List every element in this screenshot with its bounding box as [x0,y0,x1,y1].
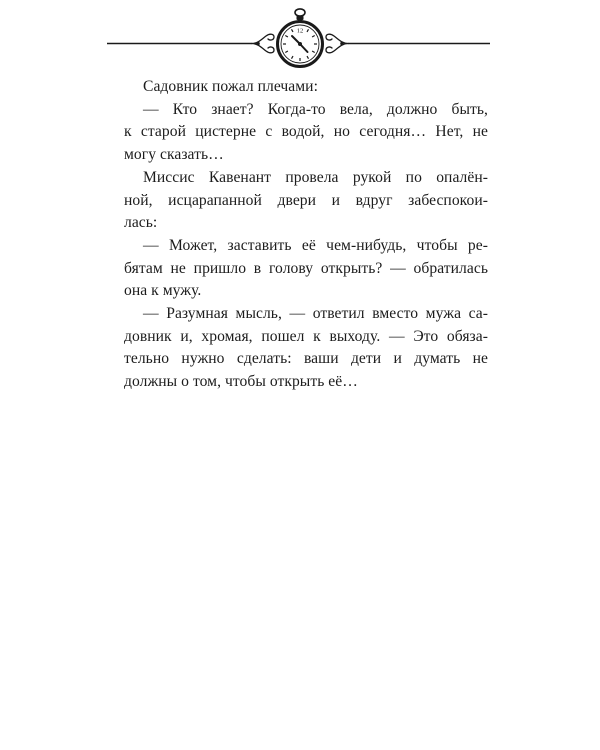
text-line: бятам не пришло в голову открыть? — обратилась [124,259,488,277]
paragraph [106,99,488,167]
flourish-right-icon [326,34,348,53]
pocket-watch-icon [278,9,323,67]
text-line: лась: [124,214,158,232]
text-line: довник и, хромая, пошел к выходу. — Это обяза- [124,327,488,345]
text-line: — Разумная мысль, — ответил вместо мужа са- [143,305,488,323]
flourish-left-icon [252,34,274,53]
text-line: тельно нужно сделать: ваши дети и думать не [124,350,488,368]
paragraph [106,76,488,99]
text-line: Миссис Кавенант провела рукой по опалён- [143,168,488,186]
text-line: ной, исцарапанной двери и вдруг забеспокои- [124,191,488,209]
text-line: Садовник пожал плечами: [143,78,318,95]
paragraph [106,167,488,235]
body-text [106,76,488,394]
text-line: могу сказать… [124,146,224,164]
text-line: — Кто знает? Когда-то вела, должно быть, [143,100,488,118]
text-line: — Может, заставить её чем-нибудь, чтобы ре- [143,236,488,254]
clock-numeral: 12 [296,27,304,35]
text-line: она к мужу. [124,282,202,300]
text-line: к старой цистерне с водой, но сегодня… Нет, не [124,123,488,141]
text-line: должны о том, чтобы открыть её… [124,373,358,391]
paragraph [106,235,488,303]
paragraph [106,303,488,394]
